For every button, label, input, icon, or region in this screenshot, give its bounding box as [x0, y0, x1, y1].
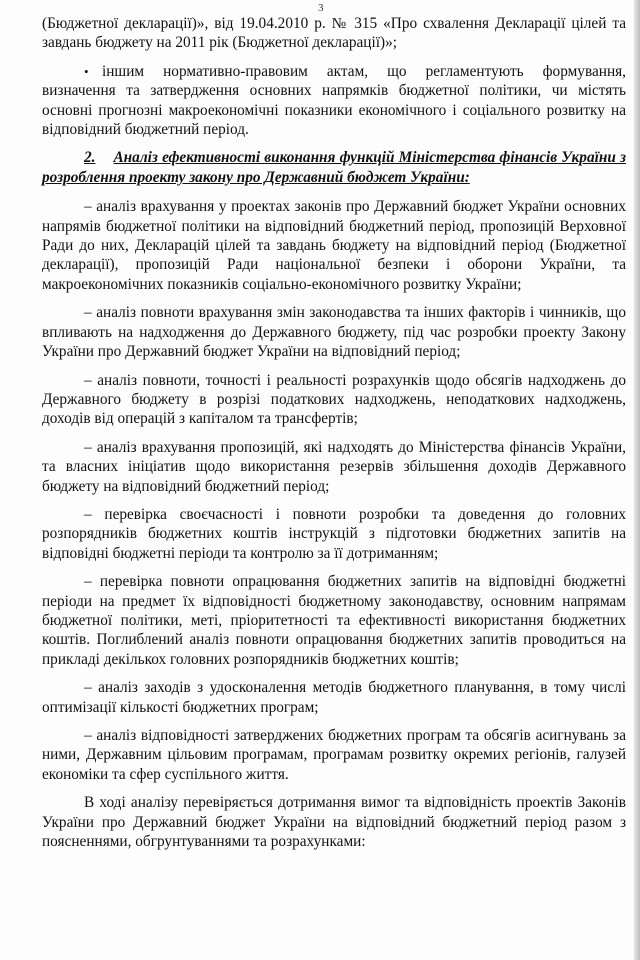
dash-icon: – — [84, 573, 92, 591]
list-item-text: перевірка повноти опрацювання бюджетних запитів на відповідні бюджетні періоди на предмет їх відповідності бюджетному законодавству, основним напрямам бюджетної політики, меті, пріоритетності та ефективності використання бюджетних коштів. Поглиблений аналіз повноти опрацювання бюджетних запитів проводиться на прикладі декількох головних розпорядників бюджетних коштів; — [42, 573, 627, 668]
bullet-icon: • — [84, 63, 89, 79]
dash-icon: – — [84, 198, 92, 216]
intro-continuation-paragraph: (Бюджетної декларації)», від 19.04.2010 р. № 315 «Про схвалення Декларації цілей та завдань бюджету на 2011 рік (Бюджетної декларації)»; — [42, 15, 626, 52]
dash-icon: – — [84, 371, 92, 389]
dash-icon: – — [84, 304, 92, 322]
list-item-text: аналіз врахування пропозицій, які надходять до Міністерства фінансів України, та власних ініціатив щодо використання резервів збільшення доходів Державного бюджету на відповідний бюджетний період; — [42, 438, 626, 495]
section-title: Аналіз ефективності виконання функцій Міністерства фінансів України з розроблення проекту закону про Державний бюджет України: — [42, 149, 626, 186]
list-item — [42, 371, 626, 429]
dash-icon: – — [84, 727, 92, 744]
section-heading — [42, 148, 626, 187]
list-item-text: перевірка своєчасності і повноти розробки та доведення до головних розпорядників бюджетних коштів інструкцій з підготовки бюджетних запитів на відповідні бюджетні періоди та контролю за її дотриманням; — [42, 505, 626, 562]
dash-icon: – — [84, 679, 92, 697]
list-item-text: аналіз заходів з удосконалення методів бюджетного планування, в тому числі оптимізації кількості бюджетних програм; — [42, 679, 626, 716]
dash-icon: – — [84, 438, 92, 456]
closing-paragraph: В ході аналізу перевіряється дотримання вимог та відповідність проектів Законів України про Державний бюджет України на відповідний бюджетний період разом з поясненнями, обгрунтуваннями та розрахунками: — [42, 794, 626, 851]
document-body — [42, 14, 626, 860]
bullet-text: іншим нормативно-правовим актам, що регламентують формування, визначення та затвердження основних напрямків бюджетної політики, чи містять основні прогнозні макроекономічні показники економічного і соціального розвитку на відповідний бюджетний період. — [42, 62, 626, 139]
list-item — [42, 438, 626, 496]
list-item-text: аналіз відповідності затверджених бюджетних програм та обсягів асигнувань за ними, Державним цільовим програмам, програмам розвитку окремих регіонів, галузей економіки та сфер суспільного життя. — [42, 727, 626, 783]
list-item-text: аналіз повноти, точності і реальності розрахунків щодо обсягів надходжень до Державного бюджету в розрізі податкових надходжень, неподаткових надходжень, доходів від операцій з капіталом та трансфертів; — [42, 371, 627, 428]
section-number: 2. — [84, 149, 96, 167]
dash-icon: – — [84, 505, 92, 523]
list-item — [42, 726, 626, 784]
list-item — [42, 303, 626, 361]
list-item — [42, 197, 626, 294]
bullet-paragraph — [42, 62, 626, 140]
list-item — [42, 678, 626, 717]
list-item-text: аналіз врахування у проектах законів про Державний бюджет України основних напрямів бюджетної політики на відповідний бюджетний період, пропозицій Верховної Ради до них, Декларацій цілей та завдань бюджету на відповідний період (Бюджетної декларації), пропозицій Ради національної безпеки і оборони України, та макроекономічних показників соціально-економічного розвитку України; — [42, 198, 626, 293]
page-number: 3 — [318, 2, 324, 14]
list-item-text: аналіз повноти врахування змін законодавства та інших факторів і чинників, що впливають на надходження до Державного бюджету, під час розробки проекту Закону України про Державний бюджет України на відповідний період; — [42, 304, 626, 361]
scan-edge-shadow — [634, 0, 640, 960]
list-item — [42, 572, 626, 669]
list-item — [42, 505, 626, 563]
